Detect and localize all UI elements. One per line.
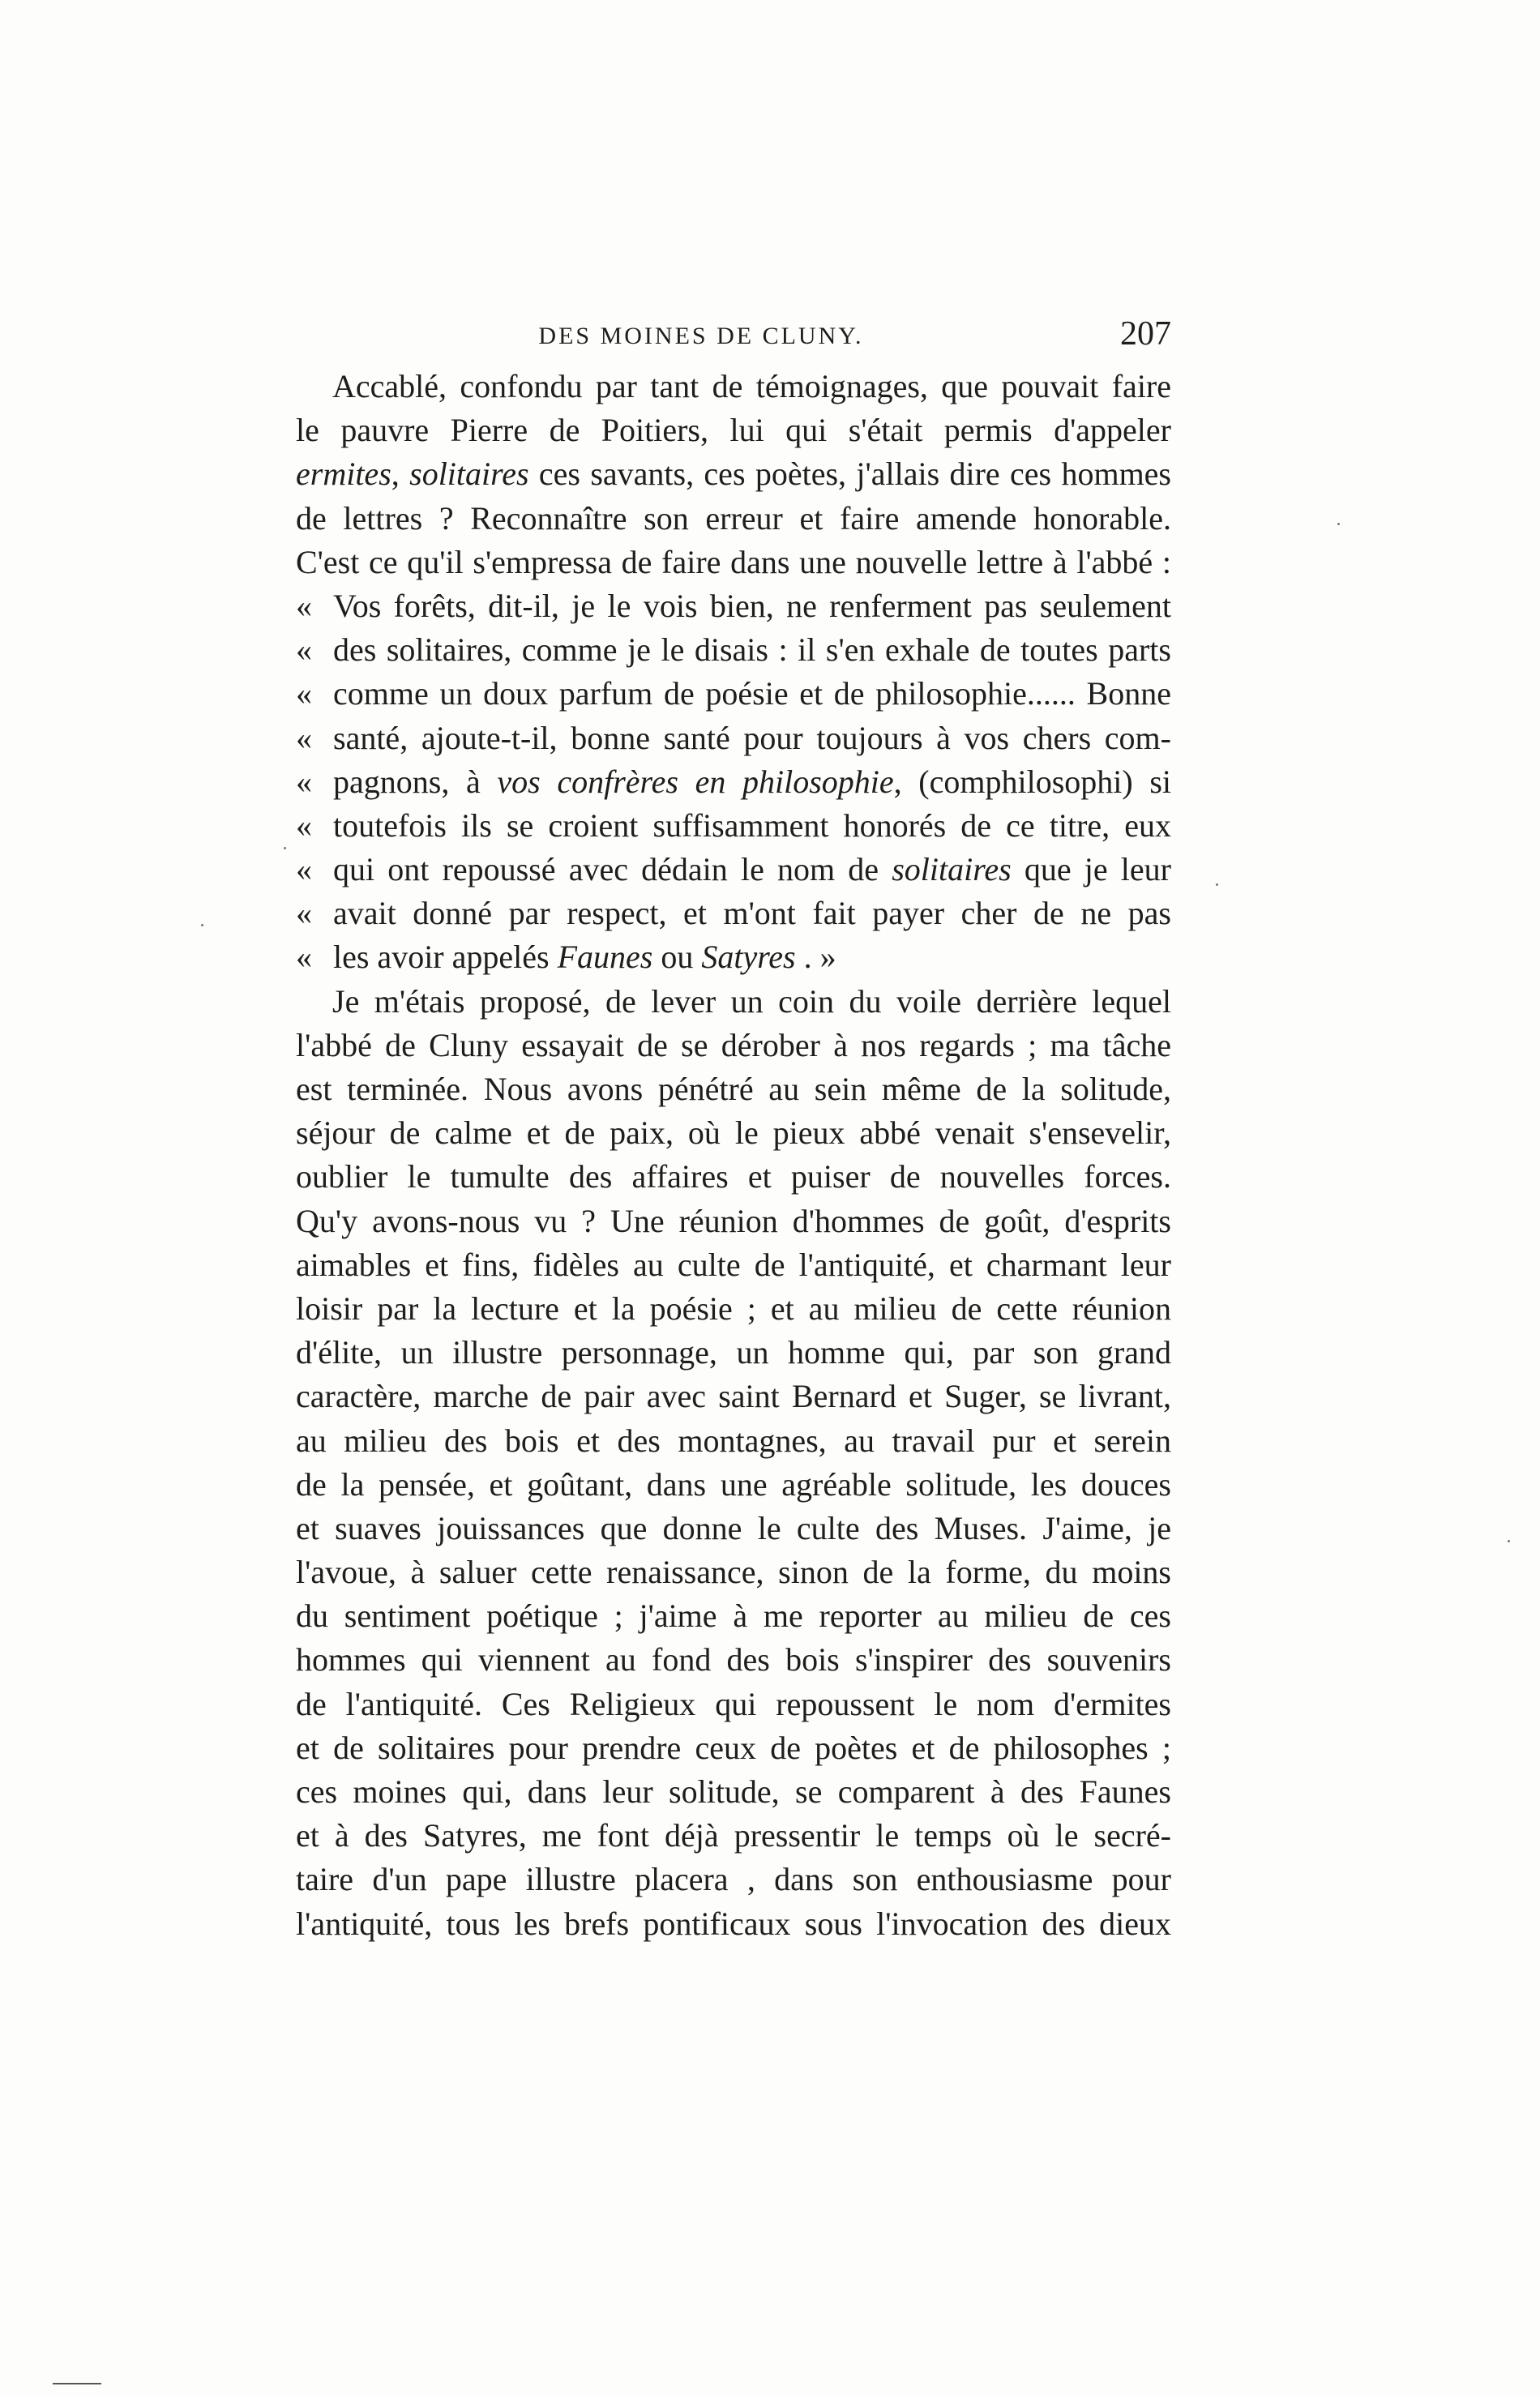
quote-mark: « [296,719,312,756]
paper-speck [1216,883,1218,886]
text-line: de lettres ? Reconnaître son erreur et faire amende honorable. [296,499,1171,537]
paper-speck [201,924,203,926]
quote-mark: « [296,631,312,669]
italic-term: solitaires [409,455,529,493]
page-number: 207 [1120,315,1171,353]
text-line: et de solitaires pour prendre ceux de poètes et de philosophes ; [296,1729,1171,1766]
text-line: ces moines qui, dans leur solitude, se comparent à des Faunes [296,1773,1171,1810]
text-line: de la pensée, et goûtant, dans une agréable solitude, les douces [296,1465,1171,1503]
text-line: séjour de calme et de paix, où le pieux abbé venait s'ensevelir, [296,1114,1171,1152]
quote-line: « Vos forêts, dit-il, je le vois bien, ne renferment pas seulement [296,584,1171,628]
running-title: DES MOINES DE CLUNY. [538,323,864,349]
paper-speck [284,847,286,849]
quote-mark: « [296,851,312,888]
quote-mark: « [296,587,312,624]
text-line: taire d'un pape illustre placera , dans son enthousiasme pour [296,1861,1171,1898]
text-line: Accablé, confondu par tant de témoignages, que pouvait faire [332,368,1171,404]
italic-term: vos confrères en philosophie [497,763,894,800]
text-line: oublier le tumulte des affaires et puiser de nouvelles forces. [296,1158,1171,1195]
text-line: et à des Satyres, me font déjà pressentir le temps où le secré- [296,1817,1171,1854]
paper-speck [1337,523,1340,525]
text-line: et suaves jouissances que donne le culte des Muses. J'aime, je [296,1509,1171,1546]
quote-line: « qui ont repoussé avec dédain le nom de solitaires que je leur [296,848,1171,892]
italic-term: Faunes [557,939,653,976]
quote-line: « avait donné par respect, et m'ont fait payer cher de ne pas [296,892,1171,935]
text-line: de l'antiquité. Ces Religieux qui repoussent le nom d'ermites [296,1685,1171,1722]
quote-line: « toutefois ils se croient suffisamment honorés de ce titre, eux [296,804,1171,848]
quote-mark: « [296,806,312,844]
text-line: C'est ce qu'il s'empressa de faire dans une nouvelle lettre à l'abbé : [296,543,1171,580]
paper-speck [1508,1540,1510,1542]
text-line: l'avoue, à saluer cette renaissance, sinon de la forme, du moins [296,1554,1171,1591]
text-line: Je m'étais proposé, de lever un coin du voile derrière lequel [332,982,1171,1020]
italic-term: Satyres [701,939,796,976]
quote-line: « comme un doux parfum de poésie et de philosophie...... Bonne [296,672,1171,716]
text-line: hommes qui viennent au fond des bois s'inspirer des souvenirs [296,1641,1171,1679]
italic-term: solitaires [892,851,1012,888]
text-line: aimables et fins, fidèles au culte de l'antiquité, et charmant leur [296,1246,1171,1283]
text-line: l'antiquité, tous les brefs pontificaux sous l'invocation des dieux [296,1905,1171,1942]
quote-mark: « [296,675,312,712]
quote-mark: « [296,763,312,800]
quote-mark: « [296,939,312,976]
text-line: au milieu des bois et des montagnes, au travail pur et serein [296,1422,1171,1459]
text-line: est terminée. Nous avons pénétré au sein même de la solitude, [296,1071,1171,1107]
text-line: d'élite, un illustre personnage, un homme qui, par son grand [296,1334,1171,1371]
quote-line: « des solitaires, comme je le disais : il s'en exhale de toutes parts [296,628,1171,672]
bottom-rule [53,2383,101,2384]
text-line: l'abbé de Cluny essayait de se dérober à nos regards ; ma tâche [296,1026,1171,1063]
text-line: loisir par la lecture et la poésie ; et au milieu de cette réunion [296,1289,1171,1327]
quote-line: « les avoir appelés Faunes ou Satyres . » [296,935,1171,979]
text-line: Qu'y avons-nous vu ? Une réunion d'hommes de goût, d'esprits [296,1202,1171,1239]
quote-line: « pagnons, à vos confrères en philosophie, (comphilosophi) si [296,760,1171,804]
body-text [296,365,1171,1946]
running-head [296,314,1171,363]
text-line: ermites, solitaires ces savants, ces poètes, j'allais dire ces hommes [296,455,1171,493]
text-line: du sentiment poétique ; j'aime à me reporter au milieu de ces [296,1597,1171,1635]
italic-term: ermites [296,455,391,493]
quote-line: « santé, ajoute-t-il, bonne santé pour toujours à vos chers com- [296,716,1171,760]
text-line: le pauvre Pierre de Poitiers, lui qui s'était permis d'appeler [296,412,1171,449]
text-line: caractère, marche de pair avec saint Bernard et Suger, se livrant, [296,1378,1171,1415]
quote-mark: « [296,895,312,932]
